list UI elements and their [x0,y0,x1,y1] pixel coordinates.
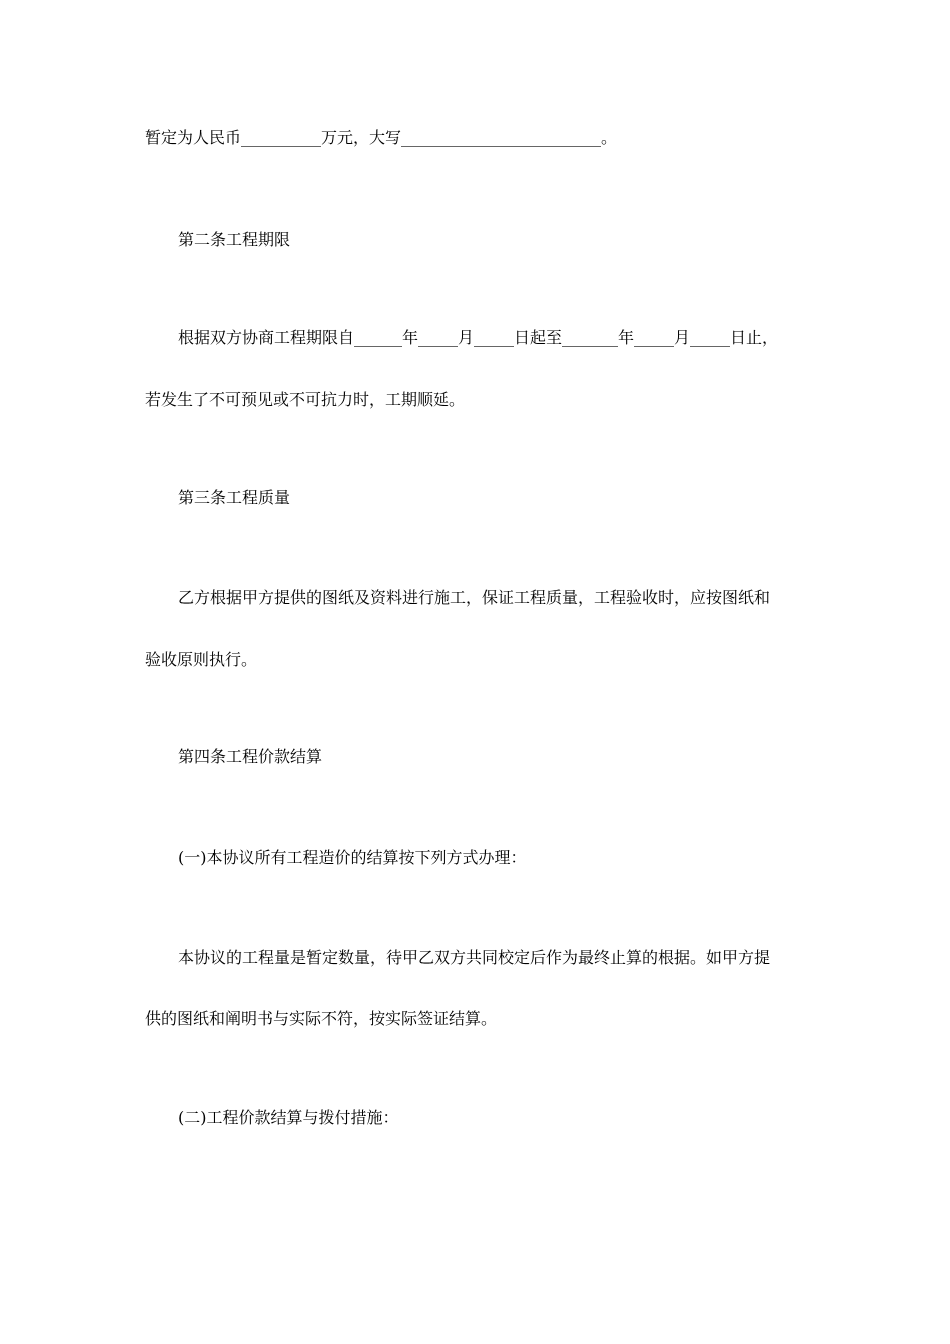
article-2-paragraph-line-1: 根据双方协商工程期限自______年_____月_____日起至_______年_____月_____日止， [178,328,779,347]
amount-line: 暂定为人民币__________万元，大写_________________________。 [145,128,618,147]
article-2-heading: 第二条工程期限 [178,230,291,249]
article-4-paragraph-line-1: 本协议的工程量是暂定数量，待甲乙双方共同校定后作为最终止算的根据。如甲方提 [178,948,771,967]
article-4-paragraph-line-2: 供的图纸和阐明书与实际不符，按实际签证结算。 [145,1009,498,1028]
article-4-heading: 第四条工程价款结算 [178,747,323,766]
article-4-item-1: (一)本协议所有工程造价的结算按下列方式办理： [178,848,527,867]
article-2-paragraph-line-2: 若发生了不可预见或不可抗力时，工期顺延。 [145,390,466,409]
article-3-paragraph-line-1: 乙方根据甲方提供的图纸及资料进行施工，保证工程质量，工程验收时，应按图纸和 [178,588,771,607]
article-4-item-2: (二)工程价款结算与拨付措施： [178,1108,399,1127]
article-3-paragraph-line-2: 验收原则执行。 [145,650,258,669]
article-3-heading: 第三条工程质量 [178,488,291,507]
